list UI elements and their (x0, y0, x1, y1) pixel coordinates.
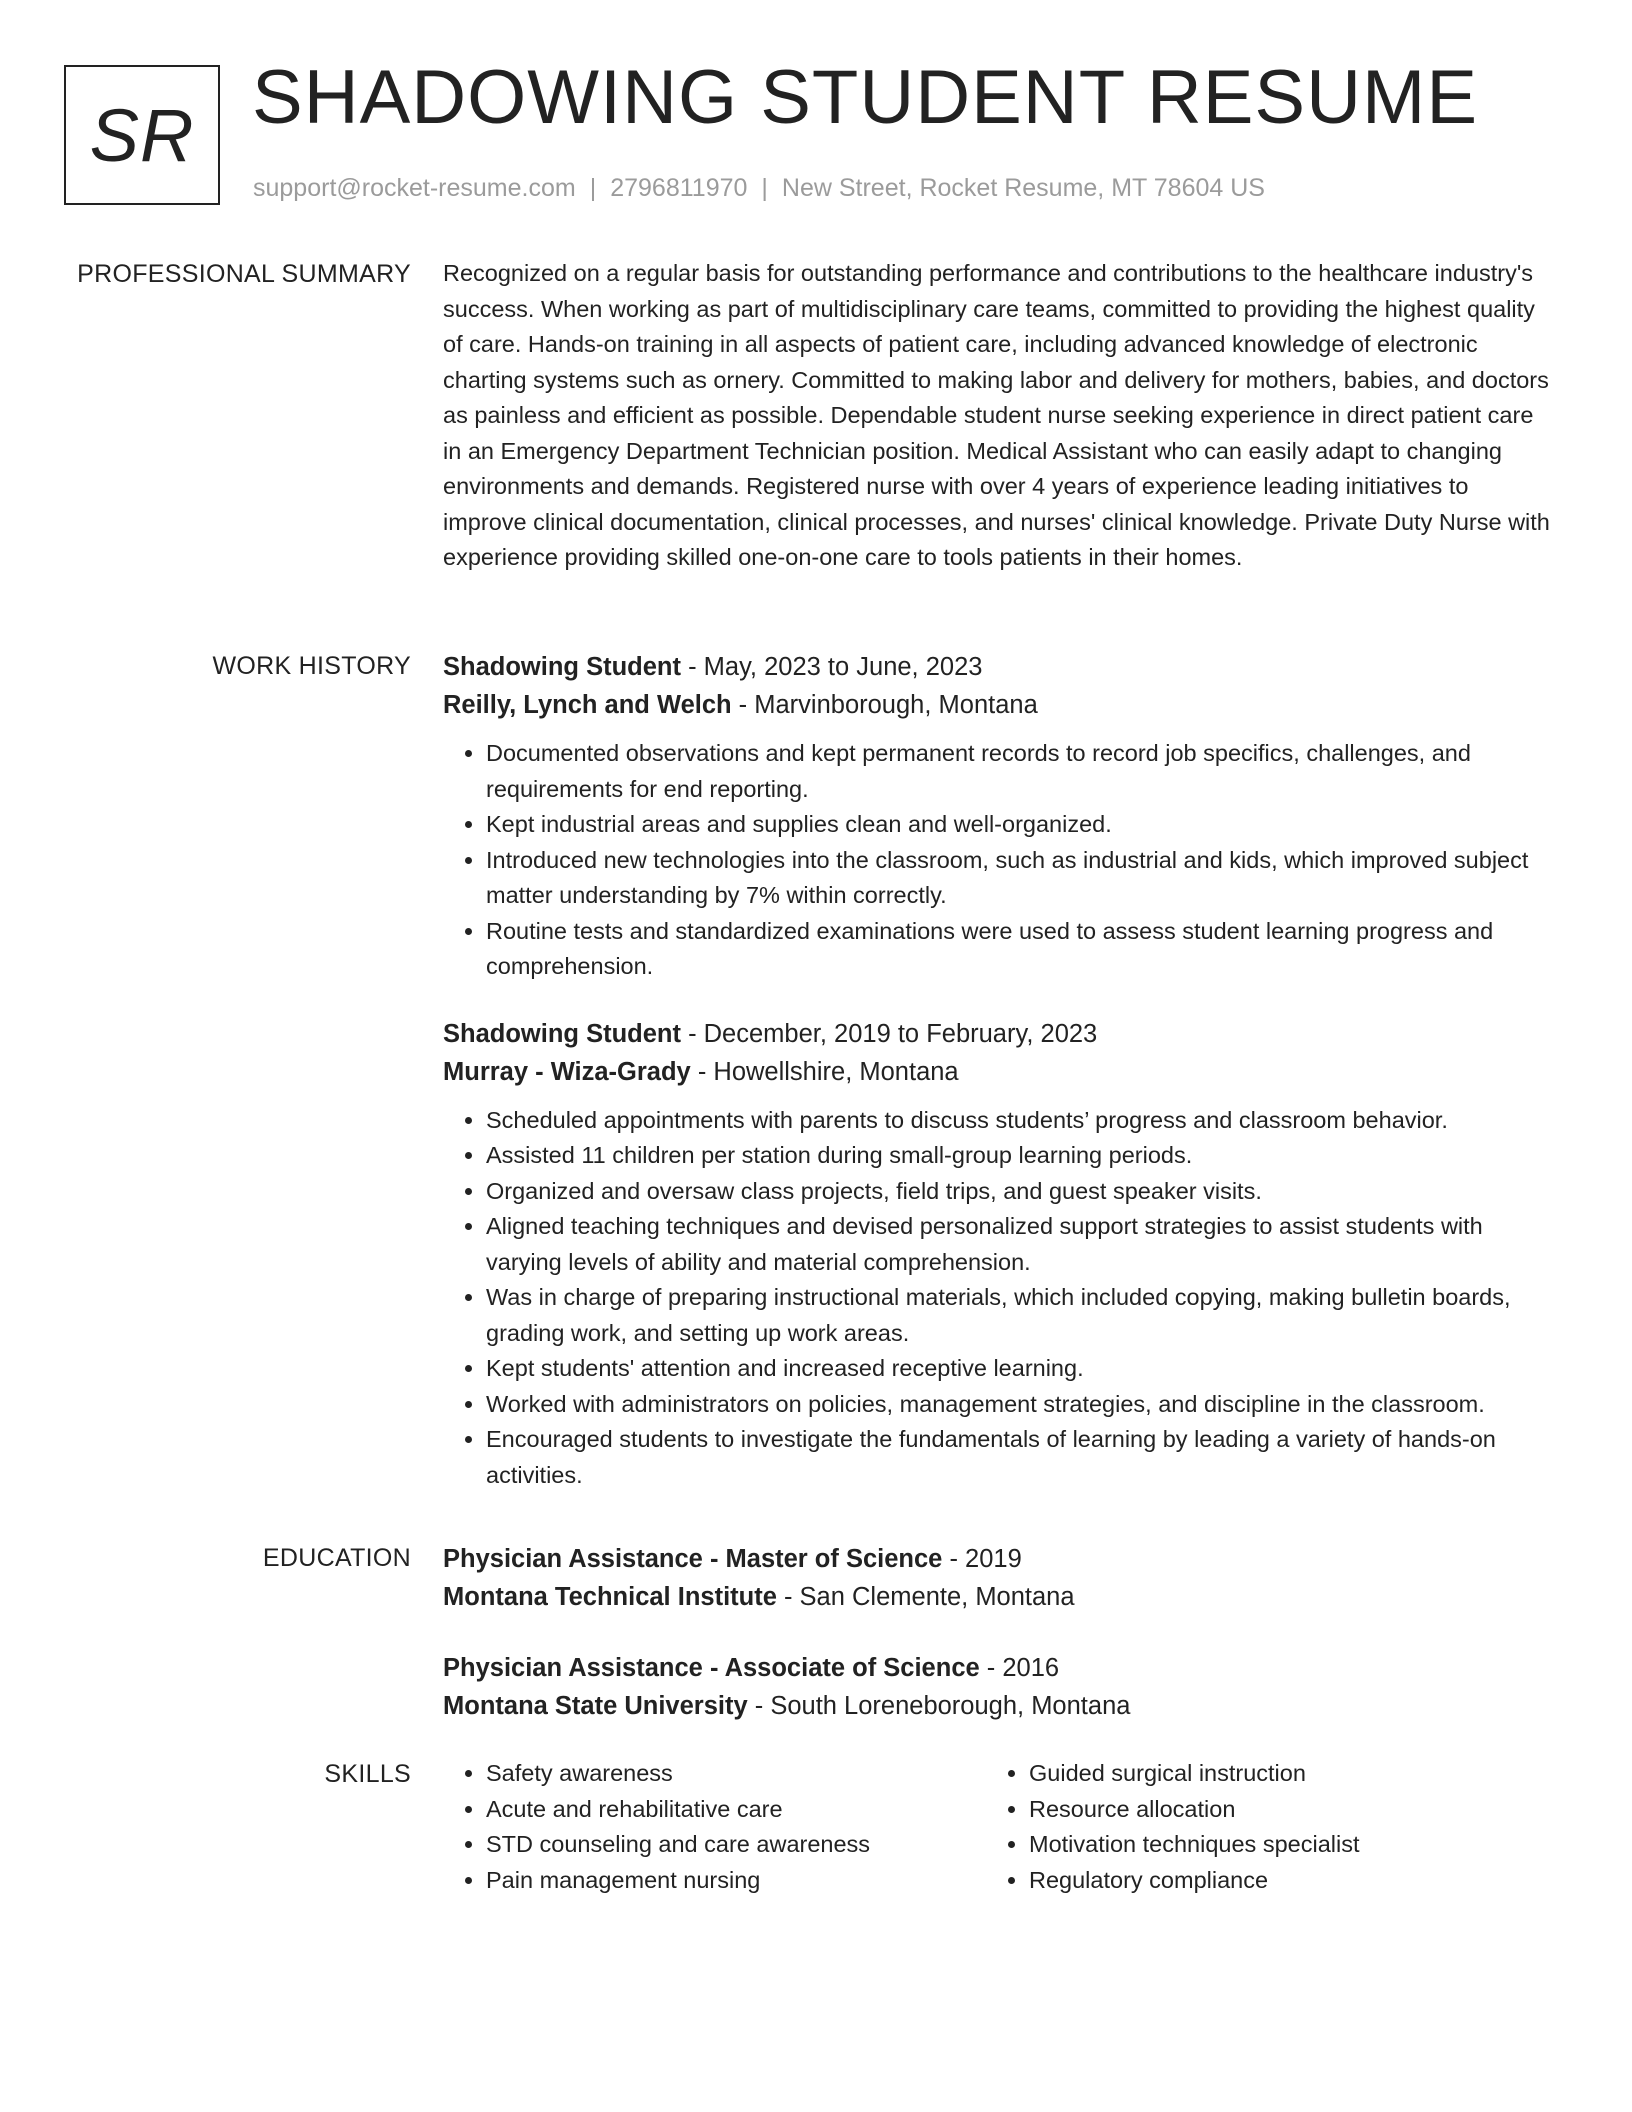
skill-item: • Pain management nursing (486, 1863, 986, 1899)
job-company-line (443, 1053, 1555, 1091)
skill-item: • Safety awareness (486, 1756, 986, 1792)
education-degree: Physician Assistance - Master of Science (443, 1545, 943, 1573)
resume-title: SHADOWING STUDENT RESUME (252, 55, 1479, 140)
education-degree-line (443, 1540, 1555, 1578)
job-title-line (443, 1015, 1555, 1053)
job-bullet: • Worked with administrators on policies, management strategies, and discipline in the classroom. (486, 1387, 1555, 1423)
job-bullet: • Kept students' attention and increased receptive learning. (486, 1351, 1555, 1387)
job-title: Shadowing Student (443, 653, 681, 681)
job-bullet: • Kept industrial areas and supplies clean and well-organized. (486, 807, 1555, 843)
job-bullet: • Encouraged students to investigate the fundamentals of learning by leading a variety of hands-on activities. (486, 1422, 1555, 1493)
job-bullet: • Documented observations and kept permanent records to record job specifics, challenges, and requirements for end reporting. (486, 736, 1555, 807)
education-school: Montana Technical Institute (443, 1583, 777, 1611)
section-heading-education: EDUCATION (262, 1544, 411, 1572)
education-year: - 2019 (942, 1545, 1022, 1573)
job-bullet: • Scheduled appointments with parents to discuss students’ progress and classroom behavior. (486, 1103, 1555, 1139)
education-year: - 2016 (979, 1654, 1060, 1682)
job-entry (443, 1015, 1555, 1494)
skill-item: • Regulatory compliance (1029, 1863, 1529, 1899)
contact-line (253, 174, 1265, 203)
job-dates: - May, 2023 to June, 2023 (680, 653, 983, 681)
job-bullet: • Introduced new technologies into the classroom, such as industrial and kids, which improved subject matter understanding by 7% within correctly. (486, 843, 1555, 914)
job-location: - Howellshire, Montana (690, 1057, 959, 1086)
skill-item: • Guided surgical instruction (1029, 1756, 1529, 1792)
contact-separator: | (589, 174, 597, 202)
contact-email[interactable]: support@rocket-resume.com (253, 174, 576, 202)
skills-columns (443, 1756, 1555, 1898)
education-degree-line (443, 1649, 1555, 1687)
monogram-initials: SR (89, 93, 195, 177)
education-degree: Physician Assistance - Associate of Science (443, 1654, 980, 1682)
education-school-line (443, 1687, 1555, 1725)
job-company: Reilly, Lynch and Welch (443, 691, 732, 719)
summary-text: Recognized on a regular basis for outstanding performance and contributions to the healthcare industry's success. When working as part of multidisciplinary care teams, committed to providing the highest quality of care. Hands-on training in all aspects of patient care, including advanced knowledge of electronic charting systems such as ornery. Committed to making labor and delivery for mothers, babies, and doctors as painless and efficient as possible. Dependable student nurse seeking experience in direct patient care in an Emergency Department Technician position. Medical Assistant who can easily adapt to changing environments and demands. Registered nurse with over 4 years of experience leading initiatives to improve clinical documentation, clinical processes, and nurses' clinical knowledge. Private Duty Nurse with experience providing skilled one-on-one care to tools patients in their homes. (443, 260, 1550, 570)
section-heading-skills: SKILLS (324, 1760, 411, 1788)
monogram-badge (64, 65, 220, 205)
education-school: Montana State University (443, 1692, 748, 1720)
job-title-line (443, 648, 1555, 686)
skill-item: • Motivation techniques specialist (1029, 1827, 1529, 1863)
section-heading-summary: PROFESSIONAL SUMMARY (77, 260, 411, 288)
job-bullets (443, 736, 1555, 985)
contact-address: New Street, Rocket Resume, MT 78604 US (781, 174, 1265, 202)
skills-list-left (443, 1756, 986, 1898)
job-company: Murray - Wiza-Grady (443, 1057, 691, 1086)
job-entry (443, 648, 1555, 985)
job-bullet: • Organized and oversaw class projects, field trips, and guest speaker visits. (486, 1174, 1555, 1210)
job-location: - Marvinborough, Montana (731, 691, 1038, 719)
job-bullet: • Aligned teaching techniques and devised personalized support strategies to assist students with varying levels of ability and material comprehension. (486, 1209, 1555, 1280)
education-entry (443, 1540, 1555, 1616)
contact-phone[interactable]: 2796811970 (610, 174, 748, 202)
job-bullet: • Assisted 11 children per station during small-group learning periods. (486, 1138, 1555, 1174)
education-location: - South Loreneborough, Montana (747, 1692, 1131, 1720)
contact-separator: | (761, 174, 768, 202)
section-heading-work: WORK HISTORY (212, 652, 411, 680)
job-bullet: • Routine tests and standardized examinations were used to assess student learning progress and comprehension. (486, 914, 1555, 985)
job-title: Shadowing Student (443, 1019, 681, 1048)
job-bullets (443, 1103, 1555, 1494)
education-school-line (443, 1578, 1555, 1616)
education-entry (443, 1649, 1555, 1725)
skills-list-right (986, 1756, 1529, 1898)
job-bullet: • Was in charge of preparing instructional materials, which included copying, making bulletin boards, grading work, and setting up work areas. (486, 1280, 1555, 1351)
education-location: - San Clemente, Montana (776, 1583, 1075, 1611)
job-dates: - December, 2019 to February, 2023 (680, 1019, 1098, 1048)
skill-item: • Resource allocation (1029, 1792, 1529, 1828)
skill-item: • STD counseling and care awareness (486, 1827, 986, 1863)
skill-item: • Acute and rehabilitative care (486, 1792, 986, 1828)
job-company-line (443, 686, 1555, 724)
